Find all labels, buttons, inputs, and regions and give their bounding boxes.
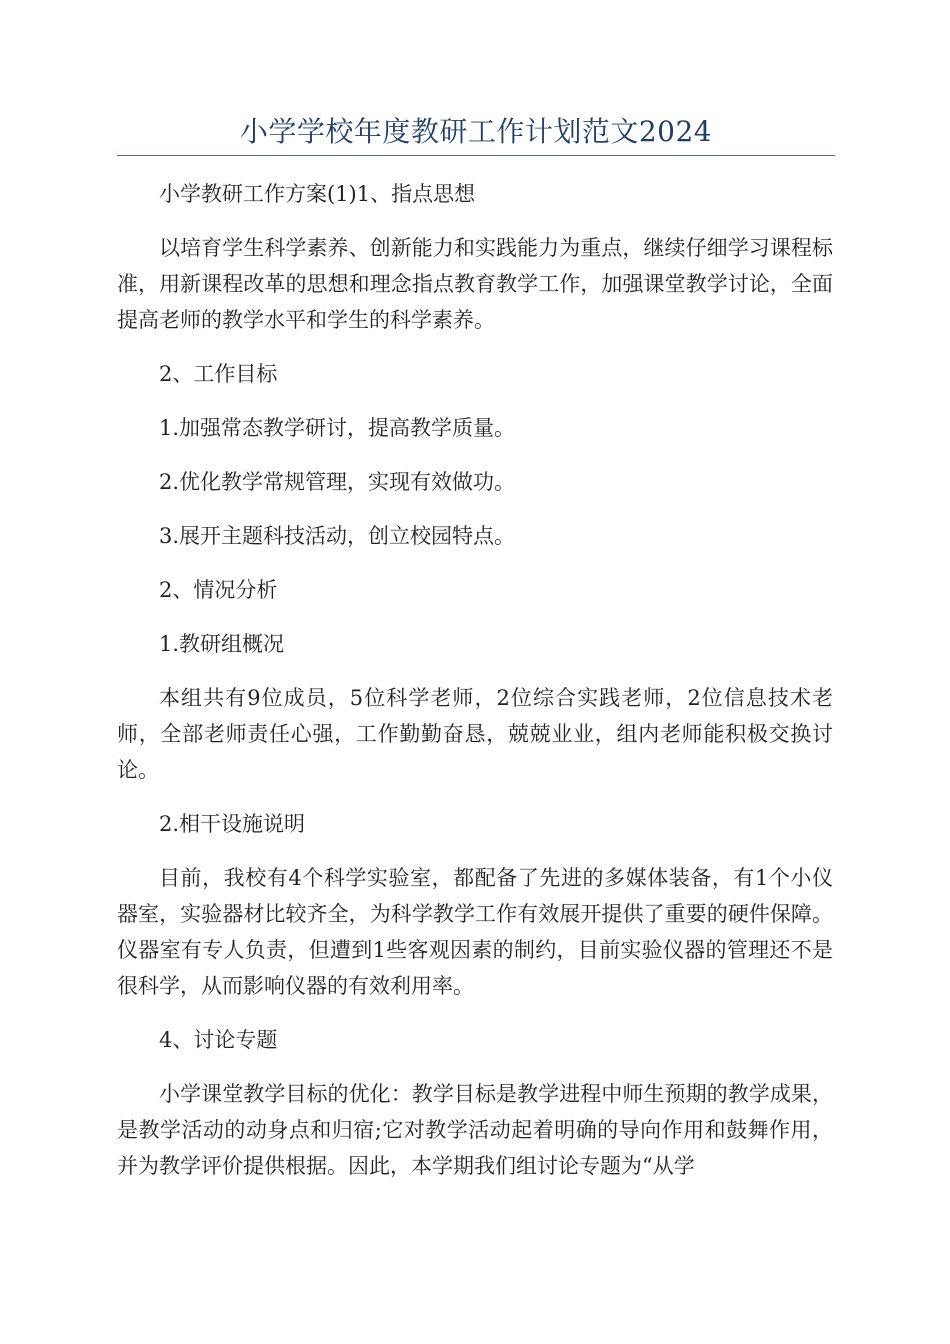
list-item-goal-1: 1.加强常态教学研讨，提高教学质量。	[159, 416, 516, 440]
paragraph-facilities: 目前，我校有4个科学实验室，都配备了先进的多媒体装备，有1个小仪器室，实验器材比较齐全，为科学教学工作有效展开提供了重要的硬件保障。仪器室有专人负责，但遭到1些客观因素的制约，目前实验仪器的管理还不是很科学，从而影响仪器的有效利用率。	[117, 866, 833, 998]
paragraph-research-topic: 小学课堂教学目标的优化：教学目标是教学进程中师生预期的教学成果，是教学活动的动身点和归宿;它对教学活动起着明确的导向作用和鼓舞作用，并为教学评价提供根据。因此，本学期我们组讨论专题为“从学	[117, 1082, 833, 1178]
document-body	[117, 176, 833, 1202]
heading-work-goals: 2、工作目标	[159, 362, 278, 386]
list-item-goal-2: 2.优化教学常规管理，实现有效做功。	[159, 470, 516, 494]
subheading-group-overview: 1.教研组概况	[159, 632, 285, 656]
paragraph-group-overview: 本组共有9位成员，5位科学老师，2位综合实践老师，2位信息技术老师，全部老师责任心强，工作勤勤奋恳，兢兢业业，组内老师能积极交换讨论。	[117, 686, 833, 782]
subheading-facilities: 2.相干设施说明	[159, 812, 306, 836]
paragraph-guiding-thought: 小学教研工作方案(1)1、指点思想	[159, 182, 476, 206]
paragraph-guiding-thought-body: 以培育学生科学素养、创新能力和实践能力为重点，继续仔细学习课程标准，用新课程改革的思想和理念指点教育教学工作，加强课堂教学讨论，全面提高老师的教学水平和学生的科学素养。	[117, 236, 833, 332]
list-item-goal-3: 3.展开主题科技活动，创立校园特点。	[159, 524, 516, 548]
heading-research-topic: 4、讨论专题	[159, 1028, 278, 1052]
title-underline	[117, 155, 835, 156]
heading-situation-analysis: 2、情况分析	[159, 578, 278, 602]
document-title: 小学学校年度教研工作计划范文2024	[239, 115, 713, 148]
